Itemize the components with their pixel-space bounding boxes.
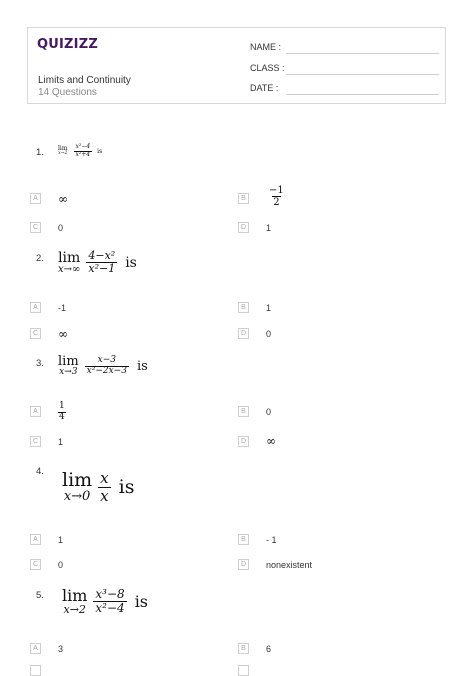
- denominator: 2: [273, 197, 280, 208]
- option-c-text: 1: [58, 437, 64, 447]
- option-box-d[interactable]: D: [238, 222, 249, 233]
- lim-operator: lim: [58, 249, 81, 266]
- question-2-expression: [58, 250, 137, 275]
- option-box-c[interactable]: C: [30, 328, 41, 339]
- denominator: x²−2x−3: [86, 365, 127, 376]
- option-box-b[interactable]: B: [238, 302, 249, 313]
- option-box-d-partial[interactable]: [238, 665, 249, 676]
- lim-subscript: x→2: [58, 150, 68, 156]
- option-box-d[interactable]: D: [238, 328, 249, 339]
- numerator: x−3: [97, 354, 116, 365]
- option-b-text: - 1: [266, 535, 277, 545]
- option-a-text: 3: [58, 644, 64, 654]
- lim-operator: lim: [58, 144, 68, 152]
- date-field[interactable]: [286, 94, 439, 95]
- lim-subscript: x→3: [59, 367, 78, 377]
- question-1-expression: [58, 144, 102, 158]
- option-box-b[interactable]: B: [238, 643, 249, 654]
- numerator: x³−8: [95, 587, 125, 601]
- lim-operator: lim: [62, 586, 88, 606]
- question-number: 2.: [36, 253, 44, 264]
- option-box-b[interactable]: B: [238, 406, 249, 417]
- option-box-b[interactable]: B: [238, 534, 249, 545]
- question-5-expression: [62, 588, 148, 615]
- lim-subscript: x→2: [63, 603, 86, 617]
- denominator: x²−1: [88, 262, 116, 276]
- quizizz-logo: QUIZIZZ: [37, 37, 98, 52]
- class-label: CLASS :: [250, 63, 285, 73]
- denominator: x²+4: [75, 150, 91, 158]
- name-field[interactable]: [286, 53, 439, 54]
- numerator: 4−x²: [88, 249, 116, 262]
- numerator: x: [100, 469, 109, 487]
- is-text: is: [125, 254, 137, 271]
- option-a-text: ∞: [58, 192, 68, 206]
- option-box-a[interactable]: A: [30, 193, 41, 204]
- question-number: 3.: [36, 358, 44, 369]
- is-text: is: [134, 592, 149, 612]
- class-field[interactable]: [286, 74, 439, 75]
- question-number: 4.: [36, 466, 44, 477]
- option-d-text: nonexistent: [266, 560, 313, 570]
- option-b-text: 1: [266, 303, 272, 313]
- question-4-expression: [62, 470, 134, 504]
- lim-operator: lim: [62, 469, 93, 491]
- is-text: is: [97, 147, 103, 155]
- option-box-a[interactable]: A: [30, 643, 41, 654]
- option-box-c[interactable]: C: [30, 436, 41, 447]
- lim-operator: lim: [58, 354, 79, 369]
- worksheet-header: [27, 27, 446, 104]
- option-box-b[interactable]: B: [238, 193, 249, 204]
- option-a-text: 1: [58, 535, 64, 545]
- option-c-text: ∞: [58, 327, 68, 341]
- option-c-text: 0: [58, 223, 64, 233]
- option-b-fraction: [268, 185, 285, 208]
- numerator: x²−4: [75, 143, 91, 150]
- option-box-a[interactable]: A: [30, 302, 41, 313]
- name-label: NAME :: [250, 42, 282, 52]
- option-box-c[interactable]: C: [30, 222, 41, 233]
- option-a-fraction: [58, 400, 66, 423]
- question-3-expression: [58, 355, 148, 377]
- option-b-text: 0: [266, 407, 272, 417]
- option-box-d[interactable]: D: [238, 436, 249, 447]
- option-d-text: ∞: [266, 434, 276, 448]
- option-a-text: -1: [58, 303, 67, 313]
- numerator: −1: [269, 185, 284, 196]
- question-count: 14 Questions: [38, 87, 97, 98]
- option-box-c-partial[interactable]: [30, 665, 41, 676]
- date-label: DATE :: [250, 83, 279, 93]
- option-box-d[interactable]: D: [238, 559, 249, 570]
- denominator: 4: [59, 411, 65, 422]
- option-b-text: 6: [266, 644, 272, 654]
- denominator: x²−4: [95, 601, 125, 616]
- is-text: is: [136, 358, 148, 374]
- worksheet-title: Limits and Continuity: [38, 75, 131, 86]
- option-box-a[interactable]: A: [30, 406, 41, 417]
- option-d-text: 0: [266, 329, 272, 339]
- denominator: x: [100, 486, 109, 505]
- option-box-c[interactable]: C: [30, 559, 41, 570]
- question-number: 1.: [36, 147, 44, 158]
- question-number: 5.: [36, 590, 44, 601]
- option-d-text: 1: [266, 223, 272, 233]
- option-box-a[interactable]: A: [30, 534, 41, 545]
- option-c-text: 0: [58, 560, 64, 570]
- numerator: 1: [59, 401, 65, 411]
- is-text: is: [118, 476, 135, 498]
- lim-subscript: x→0: [63, 489, 91, 504]
- lim-subscript: x→∞: [58, 263, 81, 275]
